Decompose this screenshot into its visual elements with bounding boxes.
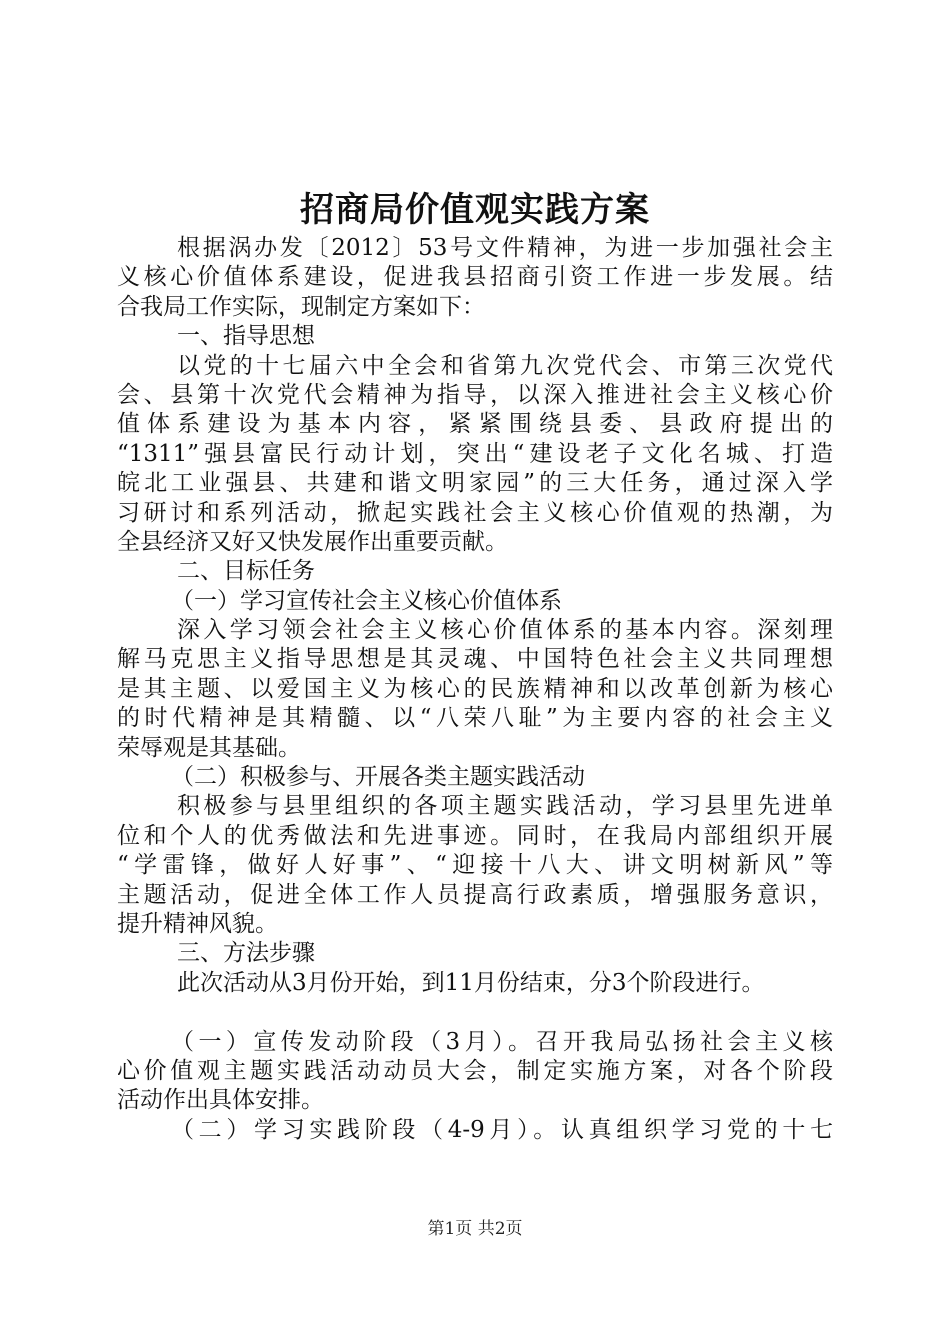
subsection-heading: （一）学习宣传社会主义核心价值体系: [171, 587, 562, 614]
paragraph-line: 此次活动从3月份开始，到11月份结束，分3个阶段进行。: [177, 969, 765, 996]
paragraph-line: 根据涡办发〔2012〕53号文件精神，为进一步加强社会主: [177, 235, 833, 261]
paragraph-line: 值体系建设为基本内容，紧紧围绕县委、县政府提出的: [117, 411, 833, 438]
section-heading: 一、指导思想: [177, 323, 315, 350]
paragraph-line: 提升精神风貌。: [117, 910, 278, 937]
paragraph-line: （一）宣传发动阶段（3月）。召开我局弘扬社会主义核: [171, 1028, 833, 1055]
subsection-heading: （二）积极参与、开展各类主题实践活动: [171, 764, 585, 791]
paragraph-line: 是其主题、以爱国主义为核心的民族精神和以改革创新为核心: [117, 675, 833, 702]
paragraph-line: 以党的十七届六中全会和省第九次党代会、市第三次党代: [177, 352, 833, 379]
paragraph-line: 会、县第十次党代会精神为指导，以深入推进社会主义核心价: [117, 381, 833, 408]
paragraph-line: 位和个人的优秀做法和先进事迹。同时，在我局内部组织开展: [117, 822, 833, 849]
paragraph-line: 主题活动，促进全体工作人员提高行政素质，增强服务意识，: [117, 881, 833, 908]
paragraph-line: 的时代精神是其精髓、以“八荣八耻”为主要内容的社会主义: [117, 705, 833, 732]
paragraph-line: 心价值观主题实践活动动员大会，制定实施方案，对各个阶段: [117, 1057, 833, 1084]
section-heading: 二、目标任务: [177, 558, 315, 585]
paragraph-line: 习研讨和系列活动，掀起实践社会主义核心价值观的热潮，为: [117, 499, 833, 526]
paragraph-line: “学雷锋，做好人好事”、“迎接十八大、讲文明树新风”等: [117, 852, 833, 879]
paragraph-line: 活动作出具体安排。: [117, 1087, 324, 1114]
page-number: 第1页 共2页: [427, 1219, 523, 1239]
section-heading: 三、方法步骤: [177, 940, 315, 967]
paragraph-line: 皖北工业强县、共建和谐文明家园”的三大任务，通过深入学: [117, 470, 833, 497]
paragraph-line: 深入学习领会社会主义核心价值体系的基本内容。深刻理: [177, 617, 833, 644]
document-title: 招商局价值观实践方案: [300, 190, 650, 230]
paragraph-line: 荣辱观是其基础。: [117, 734, 301, 761]
paragraph-line: “1311”强县富民行动计划，突出“建设老子文化名城、打造: [117, 440, 833, 467]
paragraph-line: 积极参与县里组织的各项主题实践活动，学习县里先进单: [177, 793, 833, 820]
blank-line: [117, 998, 833, 1027]
paragraph-line: （二）学习实践阶段（4-9月）。认真组织学习党的十七: [171, 1116, 833, 1143]
paragraph-line: 全县经济又好又快发展作出重要贡献。: [117, 528, 508, 555]
paragraph-line: 合我局工作实际，现制定方案如下：: [117, 293, 485, 320]
paragraph-line: 义核心价值体系建设，促进我县招商引资工作进一步发展。结: [117, 264, 833, 291]
paragraph-line: 解马克思主义指导思想是其灵魂、中国特色社会主义共同理想: [117, 646, 833, 673]
document-body: [117, 234, 833, 1145]
